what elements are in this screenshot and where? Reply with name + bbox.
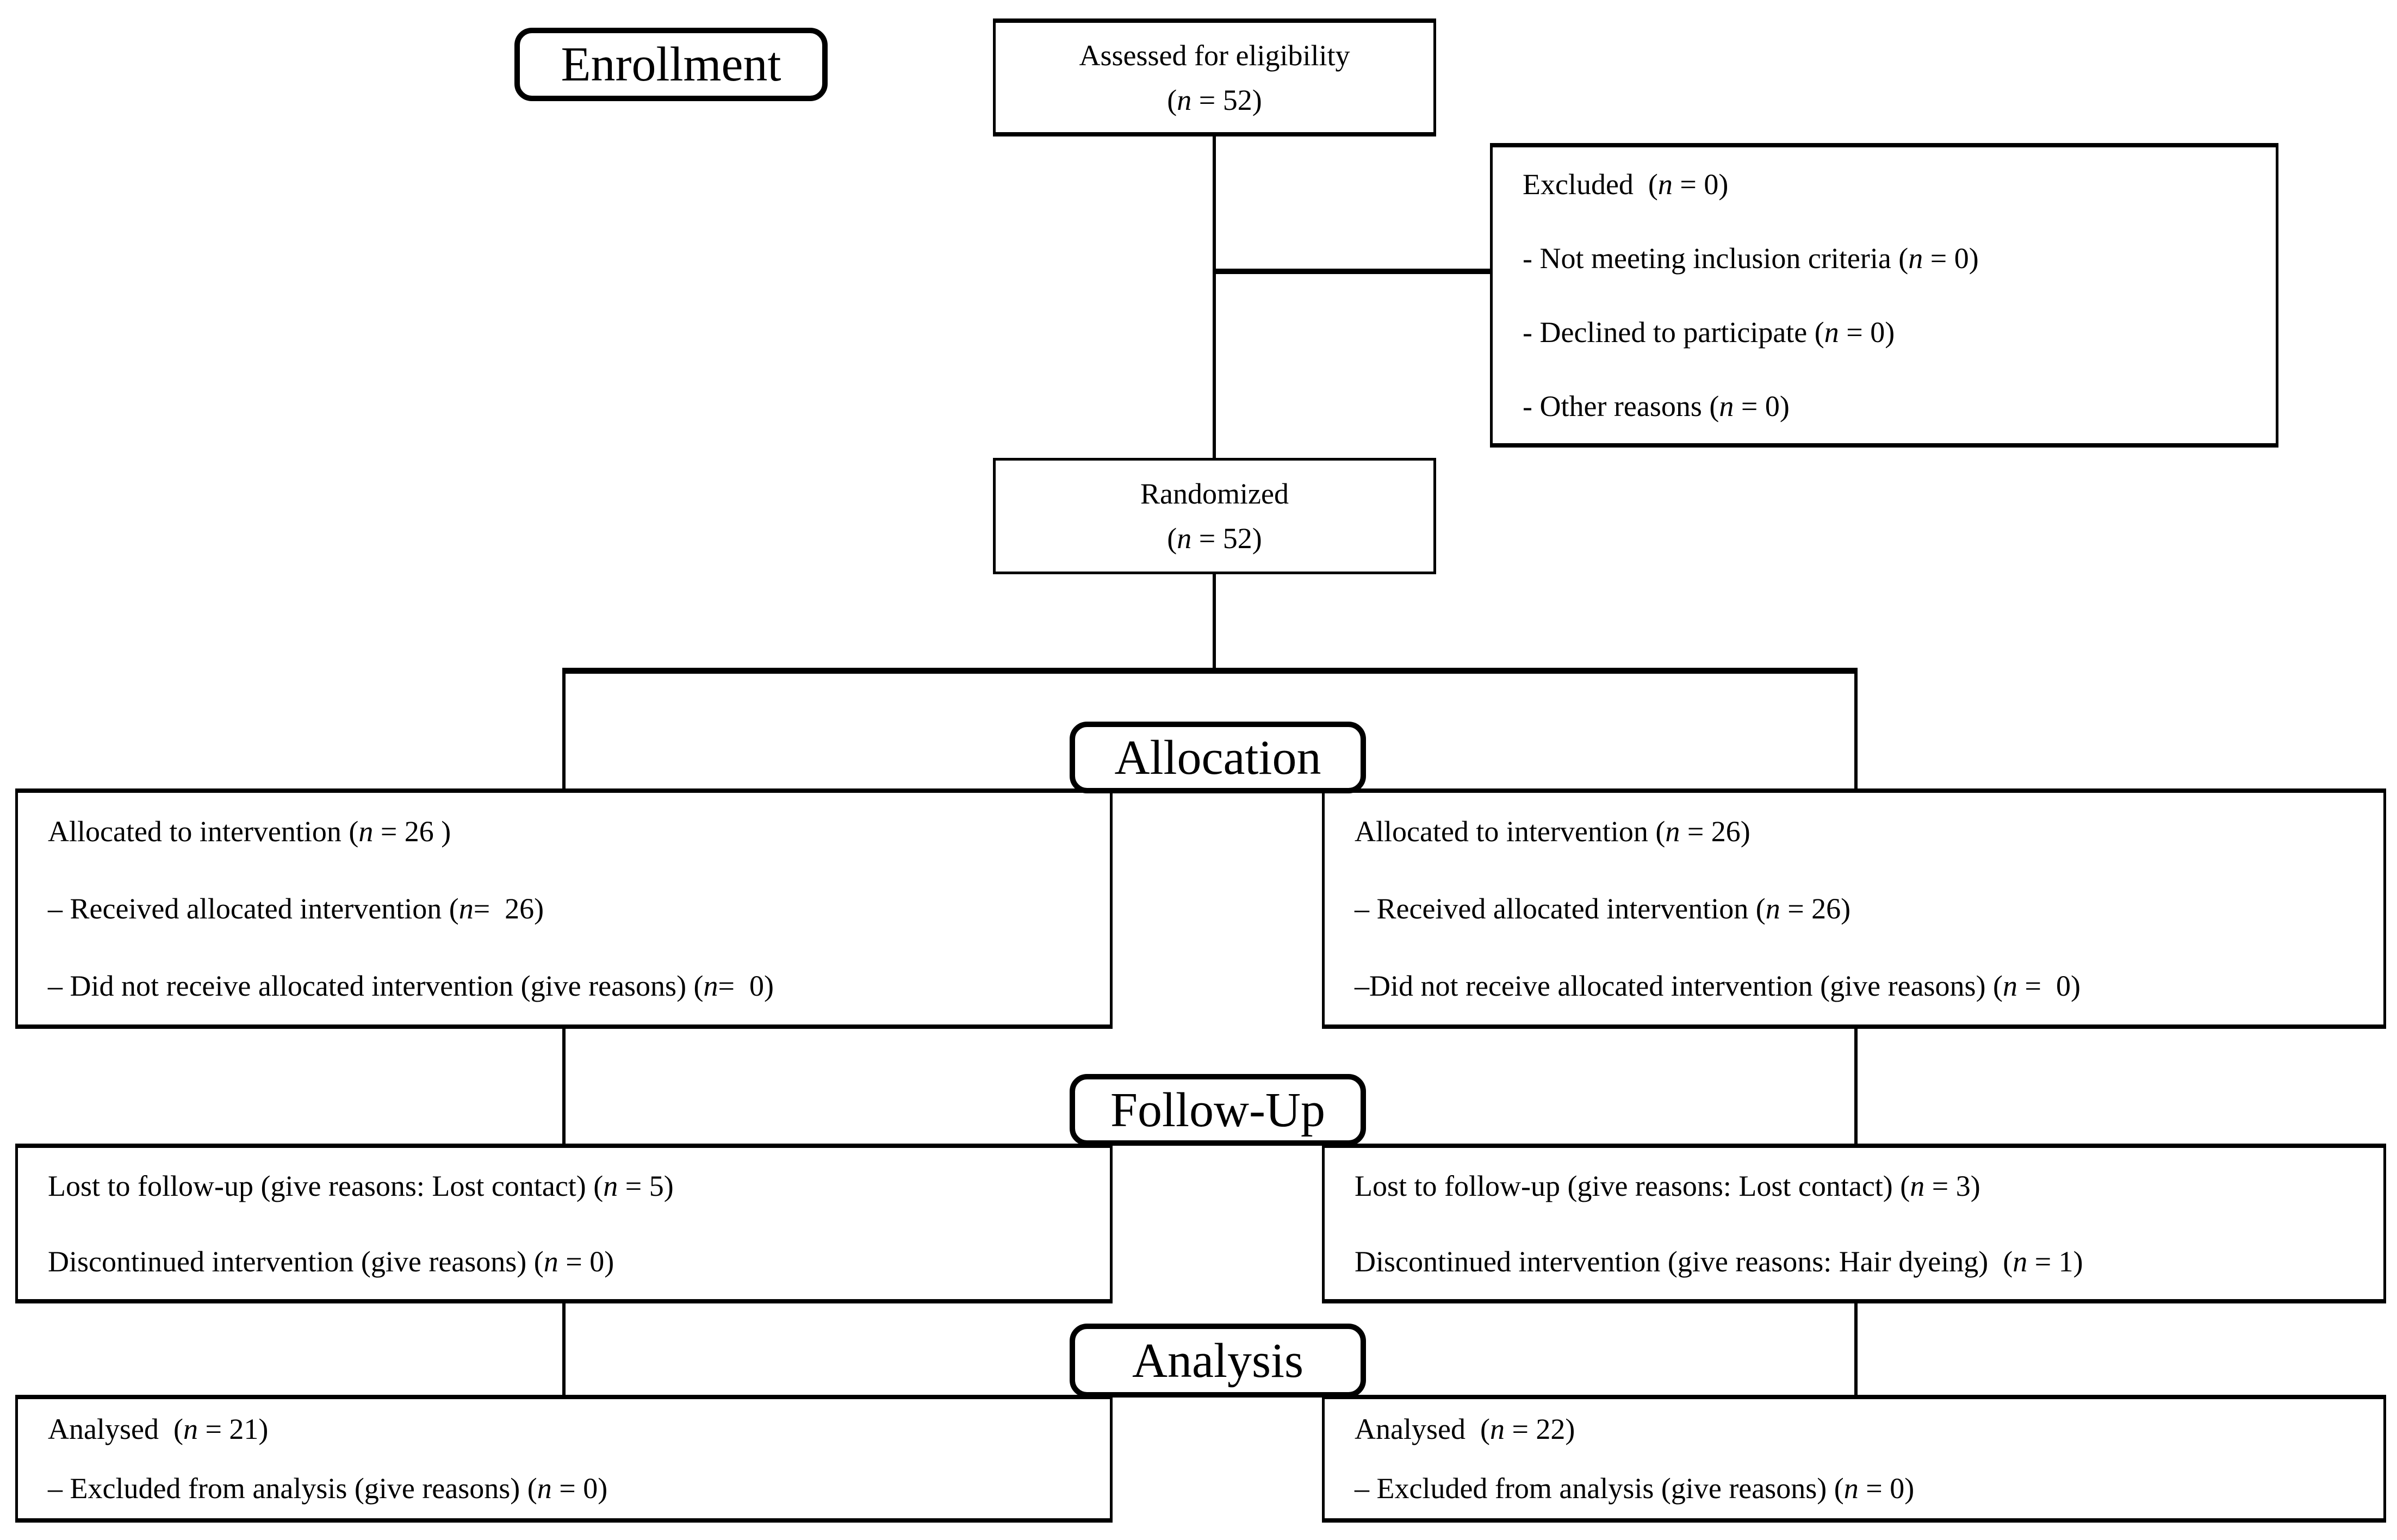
randomized-line-1: Randomized	[1140, 477, 1289, 510]
followup-right-line-1: Lost to follow-up (give reasons: Lost contact) ( n = 3)	[1355, 1169, 1980, 1202]
allocation-stage-label-text: Allocation	[1114, 730, 1321, 785]
followup-left-line-2: Discontinued intervention (give reasons) ( n = 0)	[48, 1245, 614, 1278]
excluded-line-4: - Other reasons ( n = 0)	[1523, 390, 1790, 423]
allocation-left-line-1: Allocated to intervention ( n = 26 )	[48, 815, 451, 848]
allocation-right-line-3: –Did not receive allocated intervention (give reasons) ( n = 0)	[1355, 970, 2081, 1002]
assessed-for-eligibility-box	[993, 18, 1436, 136]
excluded-line-2: - Not meeting inclusion criteria ( n = 0)	[1523, 242, 1979, 275]
allocation-right-line-2: – Received allocated intervention ( n = 26)	[1355, 892, 1851, 925]
analysis-left-box	[15, 1395, 1113, 1523]
analysis-right-line-1: Analysed ( n = 22)	[1355, 1412, 1575, 1445]
allocation-right-line-1: Allocated to intervention ( n = 26)	[1355, 815, 1750, 848]
randomized-box	[993, 458, 1436, 574]
enrollment-stage-label	[514, 28, 828, 101]
enrollment-stage-label-text: Enrollment	[561, 38, 781, 91]
allocation-left-line-3: – Did not receive allocated intervention (give reasons) ( n = 0)	[48, 970, 774, 1002]
analysis-stage-label	[1070, 1324, 1366, 1398]
analysis-right-box	[1322, 1395, 2386, 1523]
followup-right-line-2: Discontinued intervention (give reasons: Hair dyeing) ( n = 1)	[1355, 1245, 2083, 1278]
excluded-line-1: Excluded ( n = 0)	[1523, 168, 1729, 201]
excluded-box	[1490, 143, 2278, 448]
assessed-line-1: Assessed for eligibility	[1079, 39, 1350, 72]
connector-drop-right	[1854, 668, 1858, 791]
followup-stage-label	[1070, 1074, 1366, 1146]
connector-followup-to-analysis-right	[1854, 1302, 1858, 1397]
connector-randomized-to-splitter	[1213, 573, 1216, 672]
randomized-line-2: ( n = 52)	[1167, 522, 1262, 555]
allocation-right-box	[1322, 788, 2386, 1029]
followup-left-box	[15, 1144, 1113, 1303]
connector-assessed-to-randomized	[1213, 135, 1216, 459]
analysis-left-line-1: Analysed ( n = 21)	[48, 1412, 269, 1445]
connector-followup-to-analysis-left	[562, 1302, 566, 1397]
followup-stage-label-text: Follow-Up	[1110, 1083, 1326, 1137]
allocation-stage-label	[1070, 722, 1366, 793]
followup-right-box	[1322, 1144, 2386, 1303]
connector-branch-to-excluded	[1213, 269, 1493, 274]
analysis-right-line-2: – Excluded from analysis (give reasons) ( n = 0)	[1355, 1471, 1915, 1505]
followup-left-line-1: Lost to follow-up (give reasons: Lost contact) ( n = 5)	[48, 1169, 674, 1202]
excluded-line-3: - Declined to participate ( n = 0)	[1523, 316, 1895, 349]
assessed-line-2: ( n = 52)	[1167, 83, 1262, 116]
connector-drop-left	[562, 668, 566, 791]
analysis-stage-label-text: Analysis	[1132, 1333, 1303, 1388]
connector-splitter-horizontal	[562, 668, 1858, 674]
connector-allocation-to-followup-left	[562, 1028, 566, 1146]
allocation-left-box	[15, 788, 1113, 1029]
connector-allocation-to-followup-right	[1854, 1028, 1858, 1146]
analysis-left-line-2: – Excluded from analysis (give reasons) ( n = 0)	[48, 1471, 608, 1505]
allocation-left-line-2: – Received allocated intervention ( n = 26)	[48, 892, 544, 925]
